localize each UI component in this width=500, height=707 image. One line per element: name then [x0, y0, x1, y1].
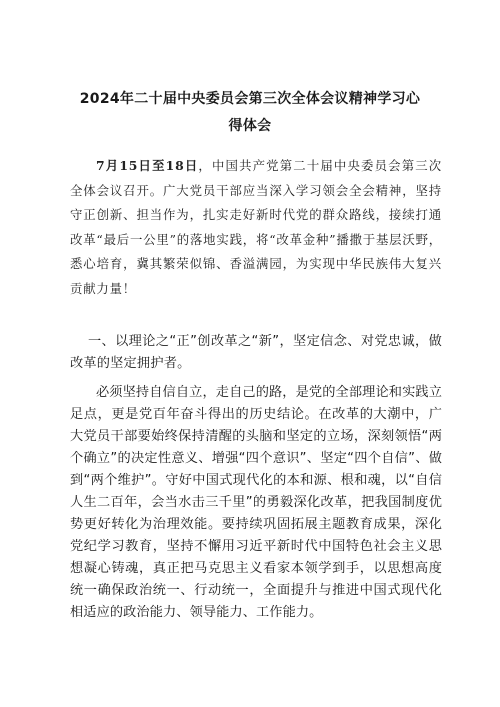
document-title-line-1: 2024年二十届中央委员会第三次全体会议精神学习心: [79, 91, 421, 107]
intro-paragraph: [70, 154, 442, 301]
document-title-line-2: 得体会: [228, 118, 272, 134]
intro-text: ，中国共产党第二十届中央委员会第三次全体会议召开。广大党员干部应当深入学习领会全会精神，坚持守正创新、担当作为，扎实走好新时代党的群众路线，接续打通改革“最后一公里”的落地实践，将“改革金种”播撒于基层沃野，悉心培育，冀其繁荣似锦、香溢满园，为实现中华民族伟大复兴贡献力量！: [70, 158, 442, 296]
section-1-heading: 一、以理论之“正”创改革之“新”，坚定信念、对党忠诚，做改革的坚定拥护者。: [70, 334, 442, 371]
section-1-body: 必须坚持自信自立，走自己的路，是党的全部理论和实践立足点，更是党百年奋斗得出的历史结论。在改革的大潮中，广大党员干部要始终保持清醒的头脑和坚定的立场，深刻领悟“两个确立”的决定性意义、增强“四个意识”、坚定“四个自信”、做到“两个维护”。守好中国式现代化的本和源、根和魂，以“自信人生二百年，会当水击三千里”的勇毅深化改革，把我国制度优势更好转化为治理效能。要持续巩固拓展主题教育成果，深化党纪学习教育，坚持不懈用习近平新时代中国特色社会主义思想凝心铸魂，真正把马克思主义看家本领学到手，以思想高度统一确保政治统一、行动统一，全面提升与推进中国式现代化相适应的政治能力、领导能力、工作能力。: [70, 385, 442, 620]
intro-date: 7月15日至18日: [96, 158, 199, 173]
